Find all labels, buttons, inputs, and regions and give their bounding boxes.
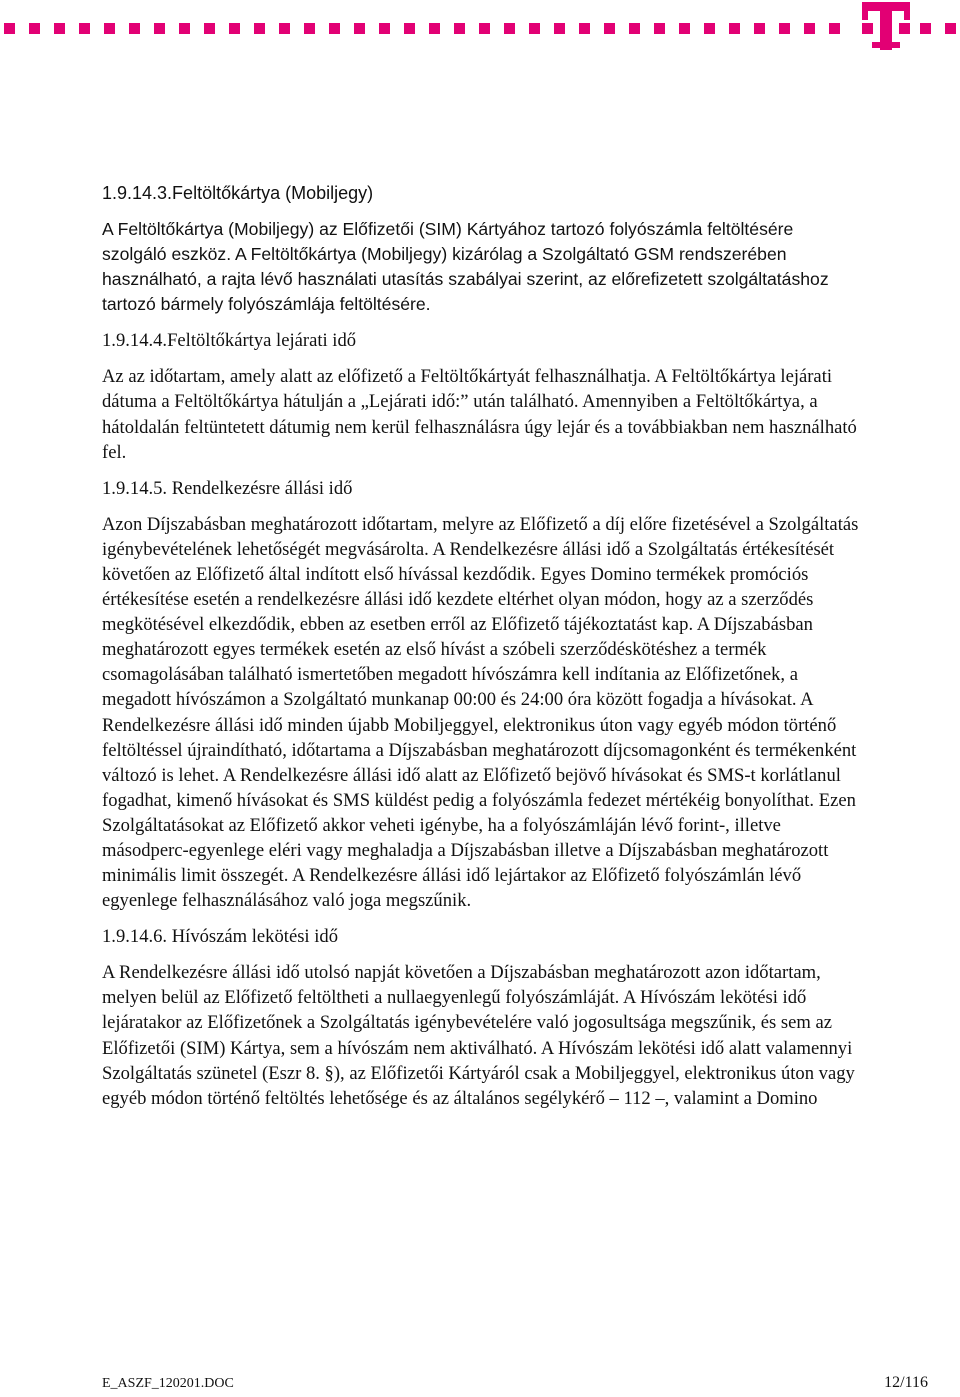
brand-dot xyxy=(429,23,440,34)
brand-dot xyxy=(54,23,65,34)
brand-dot xyxy=(154,23,165,34)
brand-dot xyxy=(754,23,765,34)
footer-filename: E_ASZF_120201.DOC xyxy=(102,1376,234,1391)
brand-dot xyxy=(304,23,315,34)
brand-dot xyxy=(945,23,956,34)
section-paragraph: Az az időtartam, amely alatt az előfizető a Feltöltőkártyát felhasználhatja. A Feltöltőkártya lejárati dátuma a Feltöltőkártya hátulján a „Lejárati idő:” után található. Amennyiben a Feltöltőkártya, a hátoldalán feltüntetett dátumig nem kerül felhasználásra úgy lejár és a továbbiakban nem használható fel. xyxy=(102,366,857,463)
page-header xyxy=(0,0,960,60)
section-paragraph: Azon Díjszabásban meghatározott időtartam, melyre az Előfizető a díj előre fizetésével a Szolgáltatás igénybevételének lehetőségét megvásárolta. A Rendelkezésre állási idő a Szolgáltatás értékesítését követően az Előfizető által indított első hívással kezdődik. Egyes Domino termékek promóciós értékesítése esetén a rendelkezésre állási idő kezdete eltérhet olyan módon, hogy az a szerződés megkötésével elkezdődik, ebben az esetben erről az Előfizető tájékoztatást kap. A Díjszabásban meghatározott egyes termékek esetén az első hívást a szóbeli szerződéskötéshez a termék csomagolásában található ismertetőben megadott hívószámra kell indítania az Előfizetőnek, a megadott hívószámon a Szolgáltató munkanap 00:00 és 24:00 óra között fogadja a hívásokat. A Rendelkezésre állási idő minden újabb Mobiljeggyel, elektronikus úton vagy egyéb módon történő feltöltéssel újraindítható, időtartama a Díjszabásban meghatározott díjcsomagonként és termékenként változó is lehet. A Rendelkezésre állási idő alatt az Előfizető bejövő hívásokat és SMS-t korlátlanul fogadhat, kimenő hívásokat és SMS küldést pedig a folyószámla fedezet mértékéig bonyolíthat. Ezen Szolgáltatásokat az Előfizető akkor veheti igénybe, ha a folyószámláján lévő forint-, illetve másodperc-egyenlege eléri vagy meghaladja a Díjszabásban illetve a Díjszabásban meghatározott minimális limit összegét. A Rendelkezésre állási idő lejártakor az Előfizető folyószámlán lévő egyenlege felhasználásához való joga megszűnik. xyxy=(102,513,859,912)
brand-dot xyxy=(104,23,115,34)
brand-dot xyxy=(354,23,365,34)
brand-dot xyxy=(254,23,265,34)
document-body xyxy=(102,181,862,1122)
brand-dot xyxy=(29,23,40,34)
brand-dot xyxy=(704,23,715,34)
telekom-t-logo-icon xyxy=(860,2,912,50)
brand-dot xyxy=(179,23,190,34)
section-paragraph: A Rendelkezésre állási idő utolsó napját követően a Díjszabásban meghatározott azon időtartam, melyen belül az Előfizető feltöltheti a nullaegyenlegű folyószámláját. A Hívószám lekötési idő lejáratakor az Előfizetőnek a Szolgáltatás igénybevételére való jogosultsága megszűnik, és sem az Előfizetői (SIM) Kártya, sem a hívószám nem aktiválható. A Hívószám lekötési idő alatt valamennyi Szolgáltatás szünetel (Eszr 8. §), az Előfizetői Kártyáról csak a Mobiljeggyel, elektronikus úton vagy egyéb módon történő feltöltés lehetősége és az általános segélykérő – 112 –, valamint a Domino xyxy=(102,962,855,1109)
section-heading: 1.9.14.4.Feltöltőkártya lejárati idő xyxy=(102,330,357,352)
section-heading: 1.9.14.6. Hívószám lekötési idő xyxy=(102,926,339,948)
section-paragraph: A Feltöltőkártya (Mobiljegy) az Előfizetői (SIM) Kártyához tartozó folyószámla feltöltésére szolgáló eszköz. A Feltöltőkártya (Mobiljegy) kizárólag a Szolgáltató GSM rendszerében használható, a rajta lévő használati utasítás szabályai szerint, az előrefizetett szolgáltatáshoz tartozó bármely folyószámlája feltöltésére. xyxy=(102,219,829,315)
brand-dot xyxy=(679,23,690,34)
brand-dot xyxy=(529,23,540,34)
brand-dot xyxy=(204,23,215,34)
brand-dot xyxy=(504,23,515,34)
brand-dot xyxy=(404,23,415,34)
brand-dot xyxy=(629,23,640,34)
section-heading: 1.9.14.5. Rendelkezésre állási idő xyxy=(102,477,353,499)
brand-dot xyxy=(4,23,15,34)
brand-dot xyxy=(579,23,590,34)
brand-dot xyxy=(804,23,815,34)
brand-dot xyxy=(729,23,740,34)
brand-dot xyxy=(229,23,240,34)
brand-dot xyxy=(829,23,840,34)
brand-dot xyxy=(779,23,790,34)
brand-dot xyxy=(920,23,931,34)
brand-dot xyxy=(654,23,665,34)
footer-page-number: 12/116 xyxy=(884,1374,928,1391)
brand-dot xyxy=(479,23,490,34)
brand-dot xyxy=(379,23,390,34)
brand-dot xyxy=(129,23,140,34)
section-heading: 1.9.14.3.Feltöltőkártya (Mobiljegy) xyxy=(102,183,374,203)
brand-dot xyxy=(604,23,615,34)
brand-dot xyxy=(329,23,340,34)
brand-dot xyxy=(554,23,565,34)
brand-dot xyxy=(279,23,290,34)
brand-dot xyxy=(79,23,90,34)
brand-dot xyxy=(454,23,465,34)
